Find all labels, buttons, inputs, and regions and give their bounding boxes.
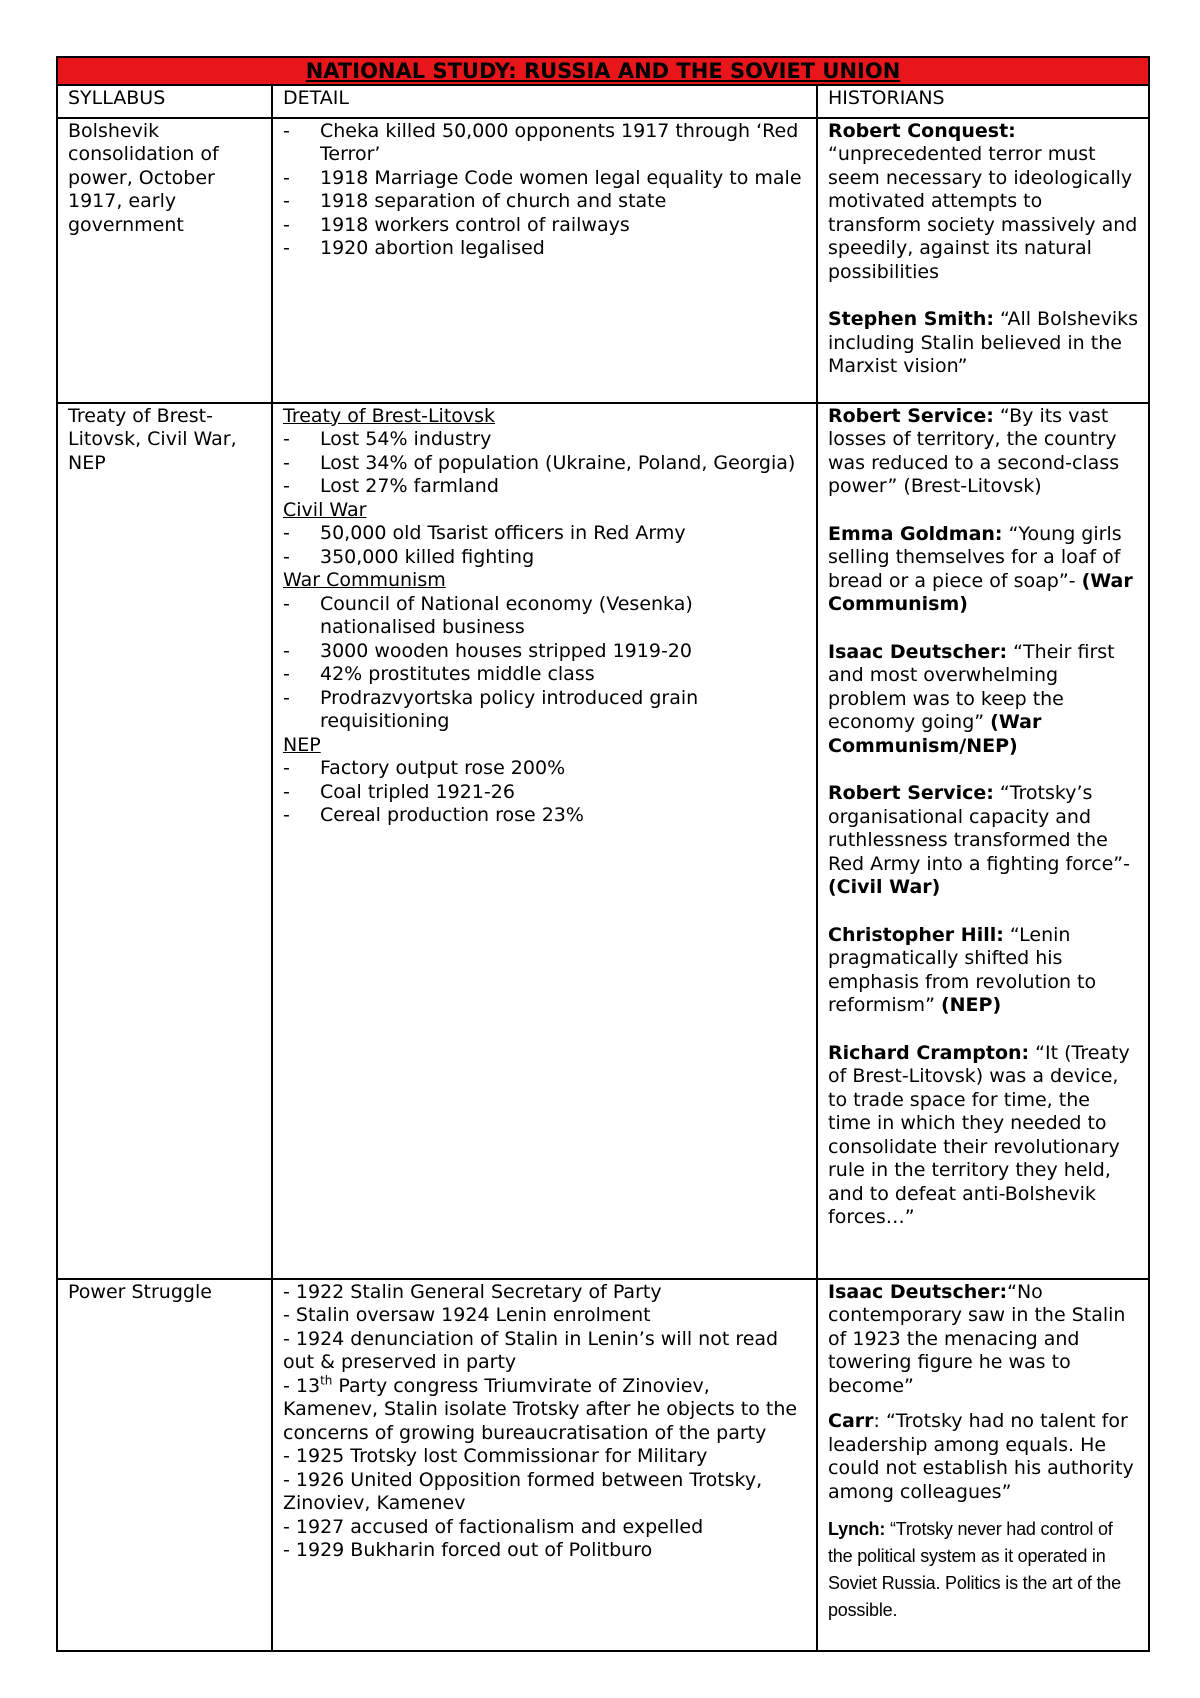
header-row	[57, 85, 1149, 118]
historian-name: Isaac Deutscher:	[828, 1280, 1008, 1303]
list-item: - 1929 Bukharin forced out of Politburo	[283, 1539, 653, 1561]
list-item: - 1920 abortion legalised	[283, 237, 806, 261]
list-item: - 1918 Marriage Code women legal equality to male	[283, 167, 806, 191]
historian-quote: “unprecedented terror must seem necessary to ideologically motivated attempts to transform society massively and speedily, against its natural possibilities	[828, 143, 1138, 283]
list-item: - 3000 wooden houses stripped 1919-20	[283, 640, 806, 664]
list-item: - 42% prostitutes middle class	[283, 663, 806, 687]
historian-entry	[828, 405, 1138, 499]
list-item: - 1927 accused of factionalism and expelled	[283, 1515, 704, 1538]
detail-cell	[272, 118, 817, 403]
historian-name: Robert Service:	[828, 782, 994, 804]
list-item: - 350,000 killed fighting	[283, 546, 806, 570]
historian-entry	[828, 1516, 1138, 1624]
list-item: - Cereal production rose 23%	[283, 804, 806, 828]
historian-entry	[828, 1410, 1138, 1504]
header-detail: DETAIL	[272, 85, 817, 118]
list-item: - 1925 Trotsky lost Commissionar for Military	[283, 1445, 708, 1467]
detail-list	[283, 522, 806, 569]
historian-entry	[828, 1042, 1138, 1230]
detail-list	[283, 1281, 806, 1563]
historian-topic-tag: (War Communism/NEP)	[828, 711, 1042, 757]
historian-name: Robert Conquest:	[828, 119, 1016, 142]
historian-quote: “Their first and most overwhelming problem was to keep the economy going”	[828, 640, 1115, 733]
list-item: - 1918 workers control of railways	[283, 214, 806, 238]
historian-name: Carr	[828, 1410, 874, 1432]
list-item: - Council of National economy (Vesenka) nationalised business	[283, 593, 806, 640]
list-item: - Cheka killed 50,000 opponents 1917 through ‘Red Terror’	[283, 120, 806, 167]
list-item: - Lost 54% industry	[283, 428, 806, 452]
historian-topic-tag: (NEP)	[940, 994, 1002, 1016]
historian-entry	[828, 523, 1138, 617]
list-item: - 50,000 old Tsarist officers in Red Army	[283, 522, 806, 546]
historian-entry	[828, 924, 1138, 1018]
detail-list	[283, 428, 806, 499]
detail-cell	[272, 403, 817, 1279]
historian-entry	[828, 308, 1138, 379]
historians-cell	[817, 1279, 1149, 1651]
list-item	[283, 1375, 806, 1446]
table-row	[57, 1279, 1149, 1651]
study-table	[56, 56, 1150, 1652]
list-item: - 1926 United Opposition formed between Trotsky, Zinoviev, Kamenev	[283, 1468, 763, 1514]
historian-entry	[828, 641, 1138, 759]
historian-topic-tag: (War Communism)	[828, 569, 1133, 615]
ordinal-suffix: th	[320, 1373, 333, 1388]
historian-quote: “Lenin pragmatically shifted his emphasis from revolution to reformism”	[828, 923, 1097, 1016]
list-item: - Prodrazvyortska policy introduced grain requisitioning	[283, 687, 806, 734]
detail-list	[283, 593, 806, 734]
syllabus-cell: Treaty of Brest-Litovsk, Civil War, NEP	[57, 403, 272, 1279]
historian-name: Christopher Hill:	[828, 923, 1004, 946]
syllabus-cell: Bolshevik consolidation of power, October 1917, early government	[57, 118, 272, 403]
historian-entry	[828, 782, 1138, 900]
detail-cell	[272, 1279, 817, 1651]
historian-quote: “It (Treaty of Brest-Litovsk) was a device, to trade space for time, the time in which they needed to consolidate their revolutionary rule in the territory they held, and to defeat anti-Bolshevik forces…”	[828, 1041, 1130, 1228]
historians-cell	[817, 118, 1149, 403]
list-item: - 1924 denunciation of Stalin in Lenin’s will not read out & preserved in party	[283, 1327, 779, 1373]
historian-quote: “No contemporary saw in the Stalin of 1923 the menacing and towering figure he was to become”	[828, 1280, 1126, 1397]
historian-topic-tag: (Civil War)	[828, 876, 941, 898]
historian-quote: : “Trotsky had no talent for leadership among equals. He could not establish his authority among colleagues”	[828, 1410, 1134, 1503]
header-syllabus: SYLLABUS	[57, 85, 272, 118]
list-item: - Factory output rose 200%	[283, 757, 806, 781]
historian-quote: “By its vast losses of territory, the country was reduced to a second-class power” (Brest-Litovsk)	[828, 404, 1120, 497]
historian-entry	[828, 1281, 1138, 1399]
list-item: - Stalin oversaw 1924 Lenin enrolment	[283, 1304, 651, 1326]
historian-name: Richard Crampton:	[828, 1041, 1030, 1064]
historians-cell	[817, 403, 1149, 1279]
document-title: NATIONAL STUDY: RUSSIA AND THE SOVIET UNION	[57, 57, 1149, 85]
syllabus-cell: Power Struggle	[57, 1279, 272, 1651]
table-row	[57, 403, 1149, 1279]
historian-quote: “All Bolsheviks including Stalin believed in the Marxist vision”	[828, 308, 1139, 377]
list-item: - Lost 27% farmland	[283, 475, 806, 499]
header-historians: HISTORIANS	[817, 85, 1149, 118]
historian-entry	[828, 120, 1138, 285]
table-row	[57, 118, 1149, 403]
list-item: - 1922 Stalin General Secretary of Party	[283, 1280, 662, 1303]
detail-list	[283, 120, 806, 261]
list-item: - 1918 separation of church and state	[283, 190, 806, 214]
section-heading: NEP	[283, 733, 321, 756]
section-heading: War Communism	[283, 569, 446, 591]
detail-list	[283, 757, 806, 828]
list-item: - Lost 34% of population (Ukraine, Poland, Georgia)	[283, 452, 806, 476]
historian-name: Emma Goldman:	[828, 522, 1003, 545]
historian-quote: “Trotsky never had control of the political system as it operated in Soviet Russia. Politics is the art of the possible.	[828, 1519, 1121, 1620]
historian-quote: “Trotsky’s organisational capacity and ruthlessness transformed the Red Army into a fighting force”-	[828, 782, 1131, 875]
historian-name: Isaac Deutscher:	[828, 640, 1008, 663]
list-item: - Coal tripled 1921-26	[283, 781, 806, 805]
historian-name: Robert Service:	[828, 404, 994, 427]
section-heading: Treaty of Brest-Litovsk	[283, 404, 496, 427]
historian-quote: “Young girls selling themselves for a loaf of bread or a piece of soap”-	[828, 522, 1122, 592]
congress-text: Party congress Triumvirate of Zinoviev, Kamenev, Stalin isolate Trotsky after he objects to the concerns of growing bureaucratisation of the party	[283, 1374, 798, 1444]
section-heading: Civil War	[283, 498, 367, 521]
historian-name: Stephen Smith:	[828, 308, 995, 330]
title-row	[57, 57, 1149, 85]
historian-name: Lynch:	[828, 1519, 886, 1539]
congress-prefix: - 13	[283, 1374, 321, 1397]
